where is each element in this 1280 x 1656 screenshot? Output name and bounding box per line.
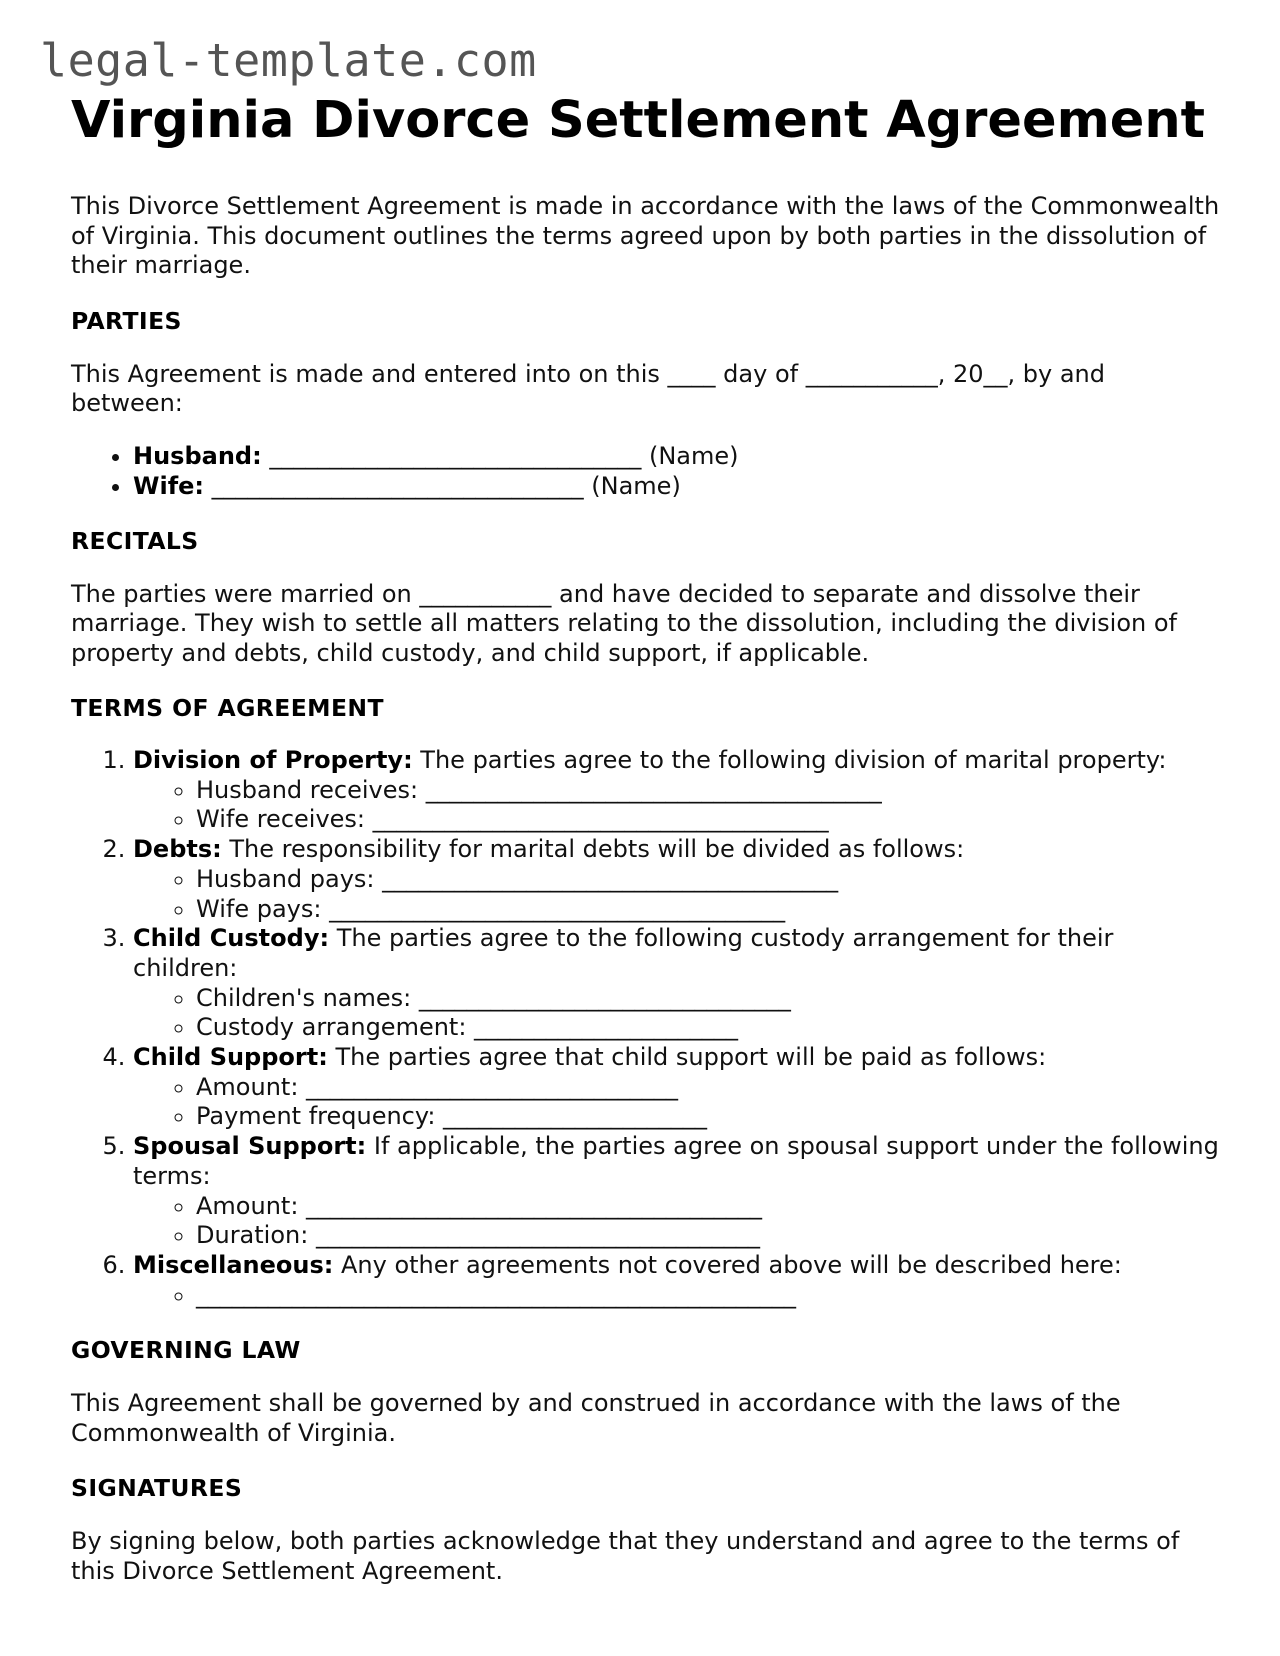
term-text: If applicable, the parties agree on spousal support under the following terms: — [133, 1132, 1219, 1190]
term-sublist — [133, 776, 1221, 835]
sub-item-child-support-amount: ◦ Amount: _______________________________ — [196, 1073, 1221, 1103]
section-heading-signatures: SIGNATURES — [71, 1474, 243, 1503]
term-label: Division of Property: — [133, 746, 413, 774]
wife-blank: _______________________________ (Name) — [204, 471, 681, 500]
term-item-miscellaneous — [133, 1251, 1221, 1310]
term-text: The parties agree to the following custody arrangement for their children: — [133, 924, 1114, 982]
document-page — [71, 86, 1221, 1586]
sub-item-spousal-duration: ◦ Duration: _____________________________________ — [196, 1221, 1221, 1251]
term-text: The parties agree to the following division of marital property: — [412, 746, 1167, 774]
sub-item-custody-arrangement: ◦ Custody arrangement: ______________________ — [196, 1013, 1221, 1043]
list-item-husband — [133, 441, 1221, 471]
list-item-wife — [133, 471, 1221, 501]
term-text: The parties agree that child support will be paid as follows: — [327, 1043, 1047, 1072]
sub-item-spousal-amount: ◦ Amount: ______________________________________ — [196, 1192, 1221, 1222]
watermark: legal-template.com — [40, 34, 537, 87]
sub-item-miscellaneous-blank: ◦ __________________________________________________ — [196, 1281, 1221, 1311]
term-label: Child Support: — [133, 1043, 328, 1072]
term-sublist — [133, 1192, 1221, 1251]
recitals-paragraph: The parties were married on ___________ and have decided to separate and dissolve their marriage. They wish to settle all matters relating to the dissolution, including the division of property and debts, child custody, and child support, if applicable. — [71, 579, 1177, 667]
sub-item-payment-frequency: ◦ Payment frequency: ______________________ — [196, 1102, 1221, 1132]
husband-label: Husband: — [133, 441, 262, 470]
term-label: Debts: — [133, 835, 222, 864]
term-sublist — [133, 865, 1221, 924]
sub-item-wife-receives: ◦ Wife receives: ______________________________________ — [196, 805, 1221, 835]
section-heading-terms: TERMS OF AGREEMENT — [71, 694, 384, 722]
term-label: Child Custody: — [133, 924, 330, 953]
parties-list — [71, 441, 1221, 501]
section-heading-parties: PARTIES — [71, 306, 182, 335]
term-item-child-support — [133, 1043, 1221, 1132]
term-label: Spousal Support: — [133, 1132, 367, 1161]
signatures-paragraph: By signing below, both parties acknowledge that they understand and agree to the terms of this Divorce Settlement Agreement. — [71, 1527, 1180, 1585]
parties-paragraph: This Agreement is made and entered into on this ____ day of ___________, 20__, by and between: — [71, 359, 1105, 417]
term-label: Miscellaneous: — [133, 1250, 334, 1279]
term-text: The responsibility for marital debts will be divided as follows: — [221, 835, 965, 864]
sub-item-husband-receives: ◦ Husband receives: ______________________________________ — [196, 776, 1221, 806]
sub-item-childrens-names: ◦ Children's names: _______________________________ — [196, 984, 1221, 1014]
sub-item-husband-pays: ◦ Husband pays: ______________________________________ — [196, 865, 1221, 895]
document-title: Virginia Divorce Settlement Agreement — [71, 91, 1206, 150]
governing-law-paragraph: This Agreement shall be governed by and construed in accordance with the laws of the Commonwealth of Virginia. — [71, 1389, 1121, 1447]
wife-label: Wife: — [133, 471, 205, 500]
section-heading-recitals: RECITALS — [71, 526, 199, 555]
term-sublist — [133, 984, 1221, 1043]
intro-paragraph: This Divorce Settlement Agreement is made in accordance with the laws of the Commonwealth of Virginia. This document outlines the terms agreed upon by both parties in the dissolution of their marriage. — [71, 192, 1220, 279]
term-sublist — [133, 1281, 1221, 1311]
sub-item-wife-pays: ◦ Wife pays: ______________________________________ — [196, 895, 1221, 925]
term-item-division-of-property — [133, 746, 1221, 835]
terms-list — [71, 746, 1221, 1310]
term-item-child-custody — [133, 924, 1221, 1043]
term-text: Any other agreements not covered above will be described here: — [333, 1250, 1122, 1279]
term-sublist — [133, 1073, 1221, 1132]
section-heading-governing-law: GOVERNING LAW — [71, 1336, 301, 1365]
term-item-spousal-support — [133, 1132, 1221, 1251]
husband-blank: _______________________________ (Name) — [261, 441, 739, 470]
term-item-debts — [133, 835, 1221, 924]
